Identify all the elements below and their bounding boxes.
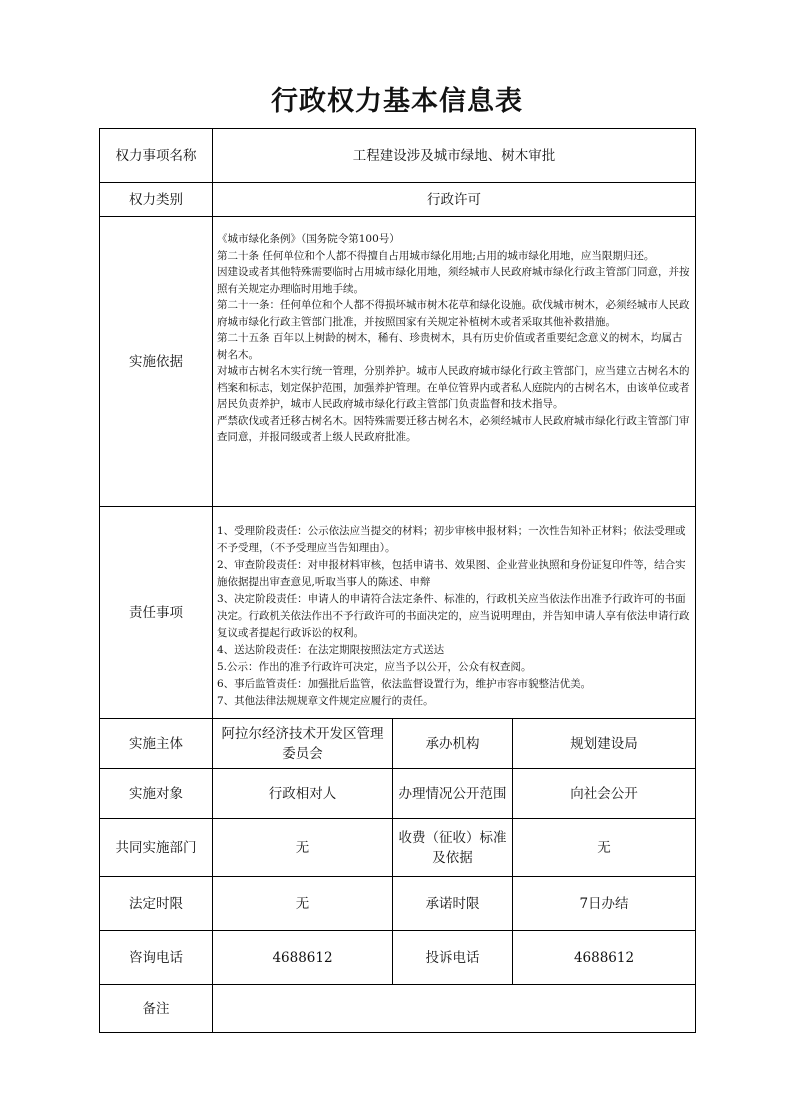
agency-label: 承办机构	[393, 719, 513, 769]
subject-label: 实施主体	[100, 719, 213, 769]
target-value: 行政相对人	[213, 769, 393, 819]
responsibility-paragraph: 7、其他法律法规规章文件规定应履行的责任。	[217, 695, 434, 707]
table-row-phone	[100, 931, 696, 985]
remark-value	[213, 985, 696, 1033]
promise-time-value: 7日办结	[513, 877, 696, 931]
basis-content	[213, 217, 696, 507]
consult-phone-label: 咨询电话	[100, 931, 213, 985]
basis-paragraph: 《城市绿化条例》（国务院令第100号）	[217, 233, 400, 245]
disclosure-value: 向社会公开	[513, 769, 696, 819]
table-row-remark	[100, 985, 696, 1033]
table-row-basis	[100, 217, 696, 507]
table-row-target	[100, 769, 696, 819]
consult-phone-value: 4688612	[213, 931, 393, 985]
complaint-phone-value: 4688612	[513, 931, 696, 985]
basis-paragraph: 严禁砍伐或者迁移古树名木。因特殊需要迁移古树名木，必须经城市人民政府城市绿化行政主管部门审查同意，并报同级或者上级人民政府批准。	[217, 414, 690, 443]
table-row-joint	[100, 819, 696, 877]
item-name-value: 工程建设涉及城市绿地、树木审批	[213, 129, 696, 183]
responsibility-paragraph: 5.公示：作出的准予行政许可决定，应当予以公开，公众有权查阅。	[217, 661, 532, 673]
fee-value: 无	[513, 819, 696, 877]
category-label: 权力类别	[100, 183, 213, 217]
responsibility-label: 责任事项	[100, 507, 213, 719]
complaint-phone-label: 投诉电话	[393, 931, 513, 985]
disclosure-label: 办理情况公开范围	[393, 769, 513, 819]
table-row-time	[100, 877, 696, 931]
info-table	[99, 128, 696, 1033]
table-row-item-name	[100, 129, 696, 183]
basis-paragraph: 对城市古树名木实行统一管理，分别养护。城市人民政府城市绿化行政主管部门，应当建立古树名木的档案和标志，划定保护范围，加强养护管理。在单位管界内或者私人庭院内的古树名木，由该单位或者居民负责养护，城市人民政府城市绿化行政主管部门负责监督和技术指导。	[217, 365, 690, 410]
fee-label: 收费（征收）标准及依据	[393, 819, 513, 877]
joint-label: 共同实施部门	[100, 819, 213, 877]
responsibility-paragraph: 6、事后监管责任：加强批后监管，依法监督设置行为，维护市容市貌整洁优美。	[217, 678, 592, 690]
item-name-label: 权力事项名称	[100, 129, 213, 183]
table-row-subject	[100, 719, 696, 769]
category-value: 行政许可	[213, 183, 696, 217]
basis-paragraph: 第二十五条 百年以上树龄的树木，稀有、珍贵树木，具有历史价值或者重要纪念意义的树木，均属古树名木。	[217, 332, 683, 361]
basis-label: 实施依据	[100, 217, 213, 507]
responsibility-paragraph: 3、决定阶段责任：申请人的申请符合法定条件、标准的，行政机关应当依法作出准予行政许可的书面决定。行政机关依法作出不予行政许可的书面决定的，应当说明理由，并告知申请人享有依法申请行政复议或者提起行政诉讼的权利。	[217, 593, 690, 639]
basis-paragraph: 第二十一条：任何单位和个人都不得损坏城市树木花草和绿化设施。砍伐城市树木，必须经城市人民政府城市绿化行政主管部门批准，并按照国家有关规定补植树木或者采取其他补救措施。	[217, 299, 690, 328]
remark-label: 备注	[100, 985, 213, 1033]
target-label: 实施对象	[100, 769, 213, 819]
agency-value: 规划建设局	[513, 719, 696, 769]
table-row-responsibility	[100, 507, 696, 719]
page-title: 行政权力基本信息表	[271, 86, 523, 117]
subject-value: 阿拉尔经济技术开发区管理委员会	[213, 719, 393, 769]
promise-time-label: 承诺时限	[393, 877, 513, 931]
table-row-category	[100, 183, 696, 217]
responsibility-paragraph: 1、受理阶段责任：公示依法应当提交的材料；初步审核申报材料；一次性告知补正材料；依法受理或不予受理，（不予受理应当告知理由）。	[217, 525, 686, 554]
basis-paragraph: 因建设或者其他特殊需要临时占用城市绿化用地，须经城市人民政府城市绿化行政主管部门同意，并按照有关规定办理临时用地手续。	[217, 266, 690, 295]
responsibility-paragraph: 4、送达阶段责任：在法定期限按照法定方式送达	[217, 644, 445, 656]
time-label: 法定时限	[100, 877, 213, 931]
responsibility-content	[213, 507, 696, 719]
responsibility-paragraph: 2、审查阶段责任：对申报材料审核，包括申请书、效果图、企业营业执照和身份证复印件等，结合实施依据提出审查意见,听取当事人的陈述、申辩	[217, 559, 686, 588]
joint-value: 无	[213, 819, 393, 877]
time-value: 无	[213, 877, 393, 931]
basis-paragraph: 第二十条 任何单位和个人都不得擅自占用城市绿化用地;占用的城市绿化用地，应当限期归还。	[217, 249, 655, 262]
